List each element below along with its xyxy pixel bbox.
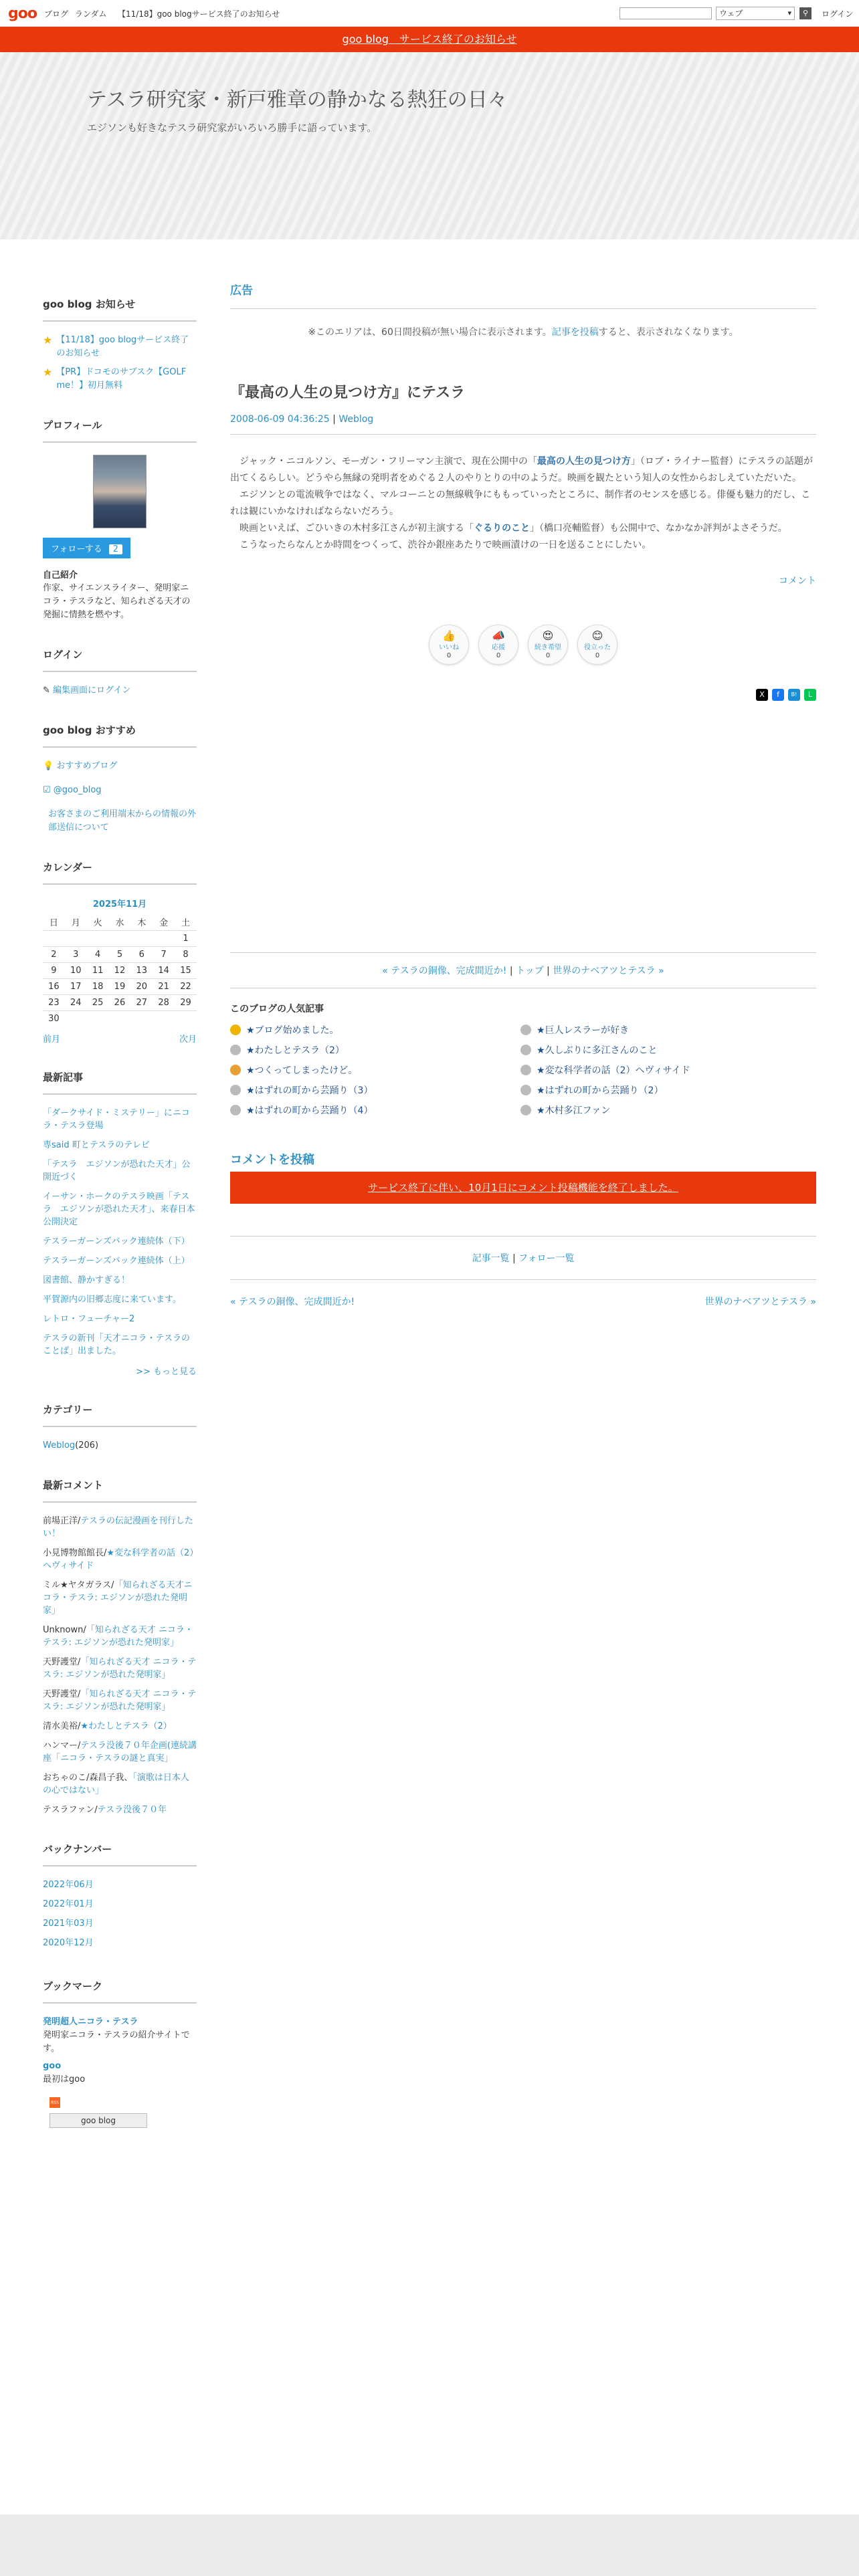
- profile-avatar[interactable]: [93, 455, 147, 528]
- comment-link[interactable]: コメント: [779, 576, 816, 586]
- rank-icon: [520, 1025, 531, 1035]
- prev-article-link[interactable]: « テスラの銅像、完成間近か!: [382, 966, 507, 976]
- popular-article-link[interactable]: ★木村多江ファン: [537, 1105, 611, 1116]
- notice-item: [43, 334, 197, 360]
- popular-article-link[interactable]: ★はずれの町から芸踊り（2）: [537, 1085, 664, 1096]
- external-transmission-link[interactable]: お客さまのご利用端末からの情報の外部送信について: [48, 809, 197, 833]
- hatena-share-icon[interactable]: B!: [788, 689, 800, 701]
- calendar-day: [130, 931, 153, 947]
- next-article-link[interactable]: 世界のナベアツとテスラ »: [704, 1297, 816, 1307]
- calendar-day: 29: [175, 995, 197, 1011]
- comment-author: 清水美裕/: [43, 1721, 81, 1731]
- list-item: [43, 1139, 197, 1152]
- calendar-week-row: [43, 979, 197, 995]
- calendar-day: 8: [175, 947, 197, 963]
- article-list-link[interactable]: 記事一覧: [472, 1253, 510, 1264]
- article-meta: 2008-06-09 04:36:25 | Weblog: [230, 414, 816, 435]
- list-item: [43, 1898, 197, 1911]
- popular-article-link[interactable]: ★変な科学者の話（2）ヘヴィサイド: [537, 1065, 690, 1076]
- list-item: [43, 1804, 197, 1816]
- recent-post-link[interactable]: 「ダークサイド・ミステリー」にニコラ・テスラ登場: [43, 1108, 190, 1131]
- calendar-day: 13: [130, 963, 153, 979]
- list-item: [43, 1235, 197, 1248]
- bookmark-link[interactable]: 発明超人ニコラ・テスラ: [43, 2017, 138, 2027]
- calendar-day: 27: [130, 995, 153, 1011]
- follow-count: 2: [109, 544, 122, 554]
- search-button[interactable]: [799, 7, 812, 19]
- calendar-day: 15: [175, 963, 197, 979]
- next-article-link[interactable]: 世界のナベアツとテスラ »: [553, 966, 664, 976]
- reaction-cheer-button[interactable]: 📣 応援 0: [478, 625, 518, 665]
- calendar-day: [43, 931, 65, 947]
- login-heading: ログイン: [43, 645, 197, 672]
- reaction-count: 0: [446, 652, 452, 659]
- list-item: [43, 1772, 197, 1797]
- list-item: [43, 1107, 197, 1132]
- list-item: [43, 1579, 197, 1617]
- calendar-day: 23: [43, 995, 65, 1011]
- category-section: [43, 1400, 197, 1453]
- backnumber-list: [43, 1879, 197, 1953]
- follow-list-link[interactable]: フォロー一覧: [518, 1253, 575, 1264]
- list-item: [520, 1083, 811, 1097]
- article-pager: « テスラの銅像、完成間近か! | トップ | 世界のナベアツとテスラ »: [230, 952, 816, 988]
- profile-section: [43, 415, 197, 622]
- calendar-day: 6: [130, 947, 153, 963]
- nav-notice-link[interactable]: 【11/18】goo blogサービス終了のお知らせ: [118, 9, 280, 19]
- comment-author: 前場正洋/: [43, 1516, 81, 1526]
- calendar-week-row: [43, 931, 197, 947]
- top-link[interactable]: トップ: [516, 966, 544, 976]
- comment-post-heading: コメントを投稿: [230, 1153, 314, 1167]
- comment-author: ハンマー/: [43, 1741, 81, 1751]
- calendar-day: [109, 931, 131, 947]
- weekday-cell: 水: [115, 918, 124, 928]
- calendar-weekday-row: [43, 914, 197, 931]
- category-count: (206): [75, 1440, 99, 1451]
- login-link[interactable]: ログイン: [822, 9, 854, 19]
- calendar-day: [109, 1011, 131, 1027]
- comment-author: おちゃのこ/森昌子我、: [43, 1773, 133, 1783]
- calendar-day: 26: [109, 995, 131, 1011]
- recommend-blog-link[interactable]: おすすめブログ: [56, 761, 118, 771]
- blog-description: エジソンも好きなテスラ研究家がいろいろ勝手に語っています。: [87, 122, 377, 134]
- megaphone-icon: 📣: [492, 629, 505, 642]
- recent-post-link[interactable]: 「テスラ エジソンが恐れた天才」公開近づく: [43, 1160, 191, 1182]
- list-item: [43, 1313, 197, 1325]
- reaction-buttons: [230, 625, 816, 665]
- popular-article-link[interactable]: ★はずれの町から芸踊り（3）: [246, 1085, 373, 1096]
- rank-icon: [230, 1085, 241, 1095]
- list-item: [520, 1043, 811, 1057]
- calendar-day: 20: [130, 979, 153, 995]
- x-share-icon[interactable]: X: [756, 689, 768, 701]
- list-item: [230, 1023, 520, 1037]
- calendar-day: 25: [87, 995, 109, 1011]
- goo-logo[interactable]: goo: [8, 5, 37, 22]
- calendar-day: [65, 1011, 87, 1027]
- list-item: [230, 1043, 520, 1057]
- comment-post-link[interactable]: ★わたしとテスラ（2）: [80, 1721, 172, 1731]
- comment-post-link[interactable]: テスラ没後７０年: [97, 1805, 167, 1815]
- recommend-heading: goo blog おすすめ: [43, 720, 197, 748]
- movie-link[interactable]: ぐるりのこと: [474, 523, 530, 534]
- search-icon: ⚲: [802, 9, 809, 17]
- calendar-heading: カレンダー: [43, 857, 197, 885]
- popular-article-link[interactable]: ★ブログ始めました。: [246, 1025, 339, 1036]
- backnumber-link[interactable]: 2022年06月: [43, 1880, 94, 1890]
- article-paragraph: ジャック・ニコルソン、モーガン・フリーマン主演で、現在公開中の「最高の人生の見つけ方」（ロブ・ライナー監督）にテスラの話題が出てくるらしい。どうやら無縁の発明者をめぐる２人のやりとりの中のようだ。映画を観たという知人の女性からおしえていただいた。: [230, 456, 813, 484]
- calendar-day: 14: [153, 963, 175, 979]
- list-item: [43, 1547, 197, 1572]
- twitter-icon: ☑: [43, 785, 51, 795]
- bookmark-heading: ブックマーク: [43, 1976, 197, 2004]
- calendar-day: 2: [43, 947, 65, 963]
- list-item: [520, 1103, 811, 1117]
- calendar-month: 2025年11月: [92, 899, 147, 909]
- ad-heading: 広告: [230, 281, 816, 309]
- list-item: [520, 1063, 811, 1077]
- bookmark-description: 最初はgoo: [43, 2074, 86, 2084]
- star-icon: ★: [43, 366, 53, 379]
- bookmark-section: [43, 1976, 197, 2128]
- recent-post-link[interactable]: テスラーガーンズバック連続体（下）: [43, 1237, 190, 1247]
- list-item: [43, 1255, 197, 1267]
- rank-icon: [230, 1065, 241, 1075]
- prev-article-link[interactable]: « テスラの銅像、完成間近か!: [230, 1297, 355, 1307]
- comment-author: 天野護堂/: [43, 1657, 81, 1667]
- calendar-day: 11: [87, 963, 109, 979]
- service-end-notice-link[interactable]: goo blog サービス終了のお知らせ: [342, 33, 517, 45]
- weekday-cell: 土: [181, 918, 191, 928]
- reaction-count: 0: [545, 652, 551, 659]
- backnumber-section: [43, 1839, 197, 1953]
- list-item: [43, 1332, 197, 1358]
- rank-icon: [520, 1045, 531, 1055]
- rss-icon[interactable]: RSS: [50, 2097, 60, 2108]
- list-item: [43, 1656, 197, 1681]
- comment-author: テスラファン/: [43, 1805, 98, 1815]
- calendar-day: 4: [87, 947, 109, 963]
- follow-label: フォローする: [51, 544, 102, 554]
- rank-icon: [520, 1085, 531, 1095]
- list-links: 記事一覧 | フォロー一覧: [230, 1236, 816, 1280]
- list-item: [43, 1720, 197, 1733]
- blog-header: [0, 52, 859, 239]
- comment-author: ミル★ヤタガラス/: [43, 1580, 114, 1590]
- article-title[interactable]: 『最高の人生の見つけ方』にテスラ: [230, 385, 466, 401]
- rank-icon: [230, 1105, 241, 1115]
- comment-post-link[interactable]: 「演歌は日本人の心ではない」: [43, 1773, 189, 1796]
- calendar-day: [175, 1011, 197, 1027]
- recent-post-link[interactable]: レトロ・フューチャー2: [43, 1314, 135, 1324]
- notice-link[interactable]: 【11/18】goo blogサービス終了のお知らせ: [56, 335, 189, 358]
- calendar-day: [153, 931, 175, 947]
- list-item: [230, 1083, 520, 1097]
- calendar-day: 19: [109, 979, 131, 995]
- weekday-cell: 火: [93, 918, 102, 928]
- calendar-day: 5: [109, 947, 131, 963]
- facebook-share-icon[interactable]: f: [772, 689, 784, 701]
- search-type-select[interactable]: ウェブ ▾: [716, 7, 795, 20]
- popular-article-link[interactable]: ★巨人レスラーが好き: [537, 1025, 630, 1036]
- main-content: [230, 281, 816, 1308]
- calendar-week-row: [43, 947, 197, 963]
- weekday-cell: 金: [159, 918, 169, 928]
- service-end-notice-bar: [0, 27, 859, 52]
- comment-author: 天野護堂/: [43, 1689, 81, 1699]
- list-item: [43, 1158, 197, 1184]
- line-share-icon[interactable]: L: [804, 689, 816, 701]
- calendar-day: [87, 1011, 109, 1027]
- list-item: [43, 1688, 197, 1713]
- calendar-day: 7: [153, 947, 175, 963]
- notice-item: [43, 366, 197, 393]
- list-item: [230, 1063, 520, 1077]
- list-item: [43, 1879, 197, 1891]
- calendar-day: [87, 931, 109, 947]
- popular-article-link[interactable]: ★はずれの町から芸踊り（4）: [246, 1105, 373, 1116]
- reaction-helpful-button[interactable]: 😊 役立った 0: [577, 625, 617, 665]
- calendar-week-row: [43, 1011, 197, 1027]
- reaction-count: 0: [595, 652, 600, 659]
- search-input[interactable]: [619, 7, 712, 19]
- recent-comments-section: [43, 1475, 197, 1816]
- article-body: [230, 453, 816, 554]
- post-article-link[interactable]: 記事を投稿: [551, 327, 599, 338]
- more-posts-link[interactable]: >> もっと見る: [136, 1367, 197, 1377]
- rank-icon: [520, 1105, 531, 1115]
- article-paragraph: 映画といえば、ごひいきの木村多江さんが初主演する「ぐるりのこと」（橋口亮輔監督）も公開中で、なかなか評判がよさそうだ。: [240, 523, 787, 534]
- popular-heading: このブログの人気記事: [230, 1004, 324, 1014]
- calendar-day: 24: [65, 995, 87, 1011]
- movie-link[interactable]: 最高の人生の見つけ方: [537, 456, 631, 467]
- calendar-day: [130, 1011, 153, 1027]
- notice-link[interactable]: 【PR】ドコモのサブスク【GOLF me！】初月無料: [56, 367, 187, 391]
- login-section: [43, 645, 197, 697]
- article-date: 2008-06-09 04:36:25: [230, 414, 330, 425]
- rank-icon: [520, 1065, 531, 1075]
- calendar-day: [153, 1011, 175, 1027]
- comment-closed-link[interactable]: サービス終了に伴い、10月1日にコメント投稿機能を終了しました。: [368, 1182, 678, 1194]
- calendar-table: [43, 914, 197, 1027]
- comment-post-link[interactable]: 「知られざる天才 ニコラ・テスラ: エジソンが恐れた発明家」: [43, 1657, 197, 1680]
- prev-next-nav: [230, 1295, 816, 1308]
- list-item: [43, 1937, 197, 1949]
- weekday-cell: 日: [49, 918, 58, 928]
- star-icon: ★: [43, 334, 53, 346]
- article-paragraph: エジソンとの電流戦争ではなく、マルコーニとの無線戦争にももっていったところに、制作者のセンスを感じる。俳優も魅力的だし、これは観にいかなければならないだろう。: [230, 490, 811, 517]
- profile-intro-label: 自己紹介: [43, 570, 78, 580]
- list-item: [43, 1515, 197, 1540]
- comment-author: Unknown/: [43, 1625, 86, 1635]
- weekday-cell: 木: [137, 918, 147, 928]
- calendar-day: [65, 931, 87, 947]
- goo-blog-twitter-link[interactable]: @goo_blog: [53, 785, 102, 795]
- list-item: [43, 1274, 197, 1287]
- share-buttons: [230, 689, 816, 701]
- recommend-section: [43, 720, 197, 835]
- list-item: [43, 1917, 197, 1930]
- list-item: [520, 1023, 811, 1037]
- calendar-day: 21: [153, 979, 175, 995]
- rank-icon: [230, 1025, 241, 1035]
- calendar-day: 10: [65, 963, 87, 979]
- bookmark-link[interactable]: goo: [43, 2061, 62, 2071]
- calendar-day: 28: [153, 995, 175, 1011]
- thumbs-up-icon: 👍: [442, 629, 456, 642]
- sidebar: [43, 294, 197, 2151]
- calendar-week-row: [43, 963, 197, 979]
- recent-posts-heading: 最新記事: [43, 1067, 197, 1095]
- comment-author: 小見博物館館長/: [43, 1548, 107, 1558]
- recent-post-link[interactable]: イーサン・ホークのテスラ映画「テスラ エジソンが恐れた天才」、来春日本公開決定: [43, 1192, 195, 1227]
- popular-article-link[interactable]: ★久しぶりに多江さんのこと: [537, 1045, 658, 1056]
- recent-post-link[interactable]: テスラーガーンズバック連続体（上）: [43, 1256, 190, 1266]
- recent-posts-list: [43, 1107, 197, 1358]
- list-item: [43, 1293, 197, 1306]
- calendar-day: 3: [65, 947, 87, 963]
- goo-blog-badge[interactable]: goo blog: [50, 2113, 147, 2128]
- popular-article-link[interactable]: ★わたしとテスラ（2）: [246, 1045, 345, 1056]
- list-item: [43, 1739, 197, 1765]
- comment-post-link[interactable]: 「知られざる天才ニコラ・テスラ: エジソンが恐れた発明家」: [43, 1580, 193, 1616]
- bookmark-description: 発明家ニコラ・テスラの紹介サイトです。: [43, 2030, 190, 2054]
- backnumber-link[interactable]: 2020年12月: [43, 1938, 94, 1948]
- article-paragraph: こうなったらなんとか時間をつくって、渋谷か銀座あたりで映画漬けの一日を送ることにしたい。: [240, 540, 652, 550]
- calendar-day: 16: [43, 979, 65, 995]
- nav-blog-link[interactable]: ブログ: [44, 9, 69, 19]
- recent-posts-section: [43, 1067, 197, 1377]
- calendar-day: 22: [175, 979, 197, 995]
- calendar-day: 9: [43, 963, 65, 979]
- bulb-icon: 💡: [43, 761, 54, 771]
- comment-post-link[interactable]: ★変な科学者の話（2）ヘヴィサイド: [43, 1548, 194, 1571]
- heart-eyes-icon: 😍: [542, 629, 554, 642]
- category-weblog-link[interactable]: Weblog: [43, 1440, 76, 1451]
- notice-heading: goo blog お知らせ: [43, 294, 197, 322]
- nav-random-link[interactable]: ランダム: [75, 9, 107, 19]
- profile-heading: プロフィール: [43, 415, 197, 443]
- recent-comments-heading: 最新コメント: [43, 1475, 197, 1503]
- comment-post-link[interactable]: テスラの伝記漫画を刊行したい！: [43, 1516, 193, 1539]
- comment-post-link[interactable]: テスラ没後７０年企画(連続講座「ニコラ・テスラの謎と真実」: [43, 1741, 197, 1763]
- calendar-day: 1: [175, 931, 197, 947]
- rank-icon: [230, 1045, 241, 1055]
- ad-notice: ※このエリアは、60日間投稿が無い場合に表示されます。記事を投稿すると、表示されなくなります。: [308, 327, 739, 338]
- calendar-day: 12: [109, 963, 131, 979]
- calendar-section: [43, 857, 197, 1045]
- calendar-next-link[interactable]: 次月: [179, 1035, 197, 1045]
- reaction-like-button[interactable]: 👍 いいね 0: [429, 625, 469, 665]
- recent-post-link[interactable]: 図書館、静かすぎる！: [43, 1275, 130, 1285]
- article-category-link[interactable]: Weblog: [339, 414, 374, 425]
- calendar-prev-link[interactable]: 前月: [43, 1035, 61, 1045]
- weekday-cell: 月: [71, 918, 80, 928]
- comment-closed-banner: [230, 1172, 816, 1204]
- reaction-count: 0: [496, 652, 501, 659]
- list-item: [230, 1103, 520, 1117]
- recent-comments-list: [43, 1515, 197, 1816]
- comment-post-link[interactable]: 「知られざる天才 ニコラ・テスラ: エジソンが恐れた発明家」: [43, 1625, 193, 1648]
- popular-list: [230, 1023, 816, 1117]
- footer: [0, 2514, 859, 2576]
- calendar-day: 18: [87, 979, 109, 995]
- smile-icon: 😊: [591, 629, 603, 642]
- recent-post-link[interactable]: 平賀源内の旧郷志度に来ています。: [43, 1295, 181, 1305]
- backnumber-heading: バックナンバー: [43, 1839, 197, 1866]
- list-item: [43, 1624, 197, 1649]
- list-item: [43, 1190, 197, 1228]
- backnumber-link[interactable]: 2022年01月: [43, 1899, 94, 1909]
- top-bar: [0, 0, 859, 27]
- popular-article-link[interactable]: ★つくってしまったけど。: [246, 1065, 358, 1076]
- editor-login-link[interactable]: 編集画面にログイン: [53, 685, 131, 695]
- profile-intro-text: 作家、サイエンスライター、発明家ニコラ・テスラなど、知られざる天才の発掘に情熱を燃やす。: [43, 583, 191, 620]
- notice-section: [43, 294, 197, 393]
- calendar-week-row: [43, 995, 197, 1011]
- calendar-day: 17: [65, 979, 87, 995]
- comment-post-link[interactable]: 「知られざる天才 ニコラ・テスラ: エジソンが恐れた発明家」: [43, 1689, 197, 1712]
- recent-post-link[interactable]: 専said 町とテスラのテレビ: [43, 1140, 150, 1150]
- follow-button[interactable]: [43, 538, 130, 558]
- blog-title[interactable]: テスラ研究家・新戸雅章の静かなる熱狂の日々: [87, 88, 508, 112]
- reaction-more-button[interactable]: 😍 続き希望 0: [528, 625, 568, 665]
- calendar-day: 30: [43, 1011, 65, 1027]
- pencil-icon: ✎: [43, 685, 50, 695]
- category-heading: カテゴリー: [43, 1400, 197, 1427]
- recent-post-link[interactable]: テスラの新刊「天才ニコラ・テスラのことば」出ました。: [43, 1333, 190, 1356]
- backnumber-link[interactable]: 2021年03月: [43, 1919, 94, 1929]
